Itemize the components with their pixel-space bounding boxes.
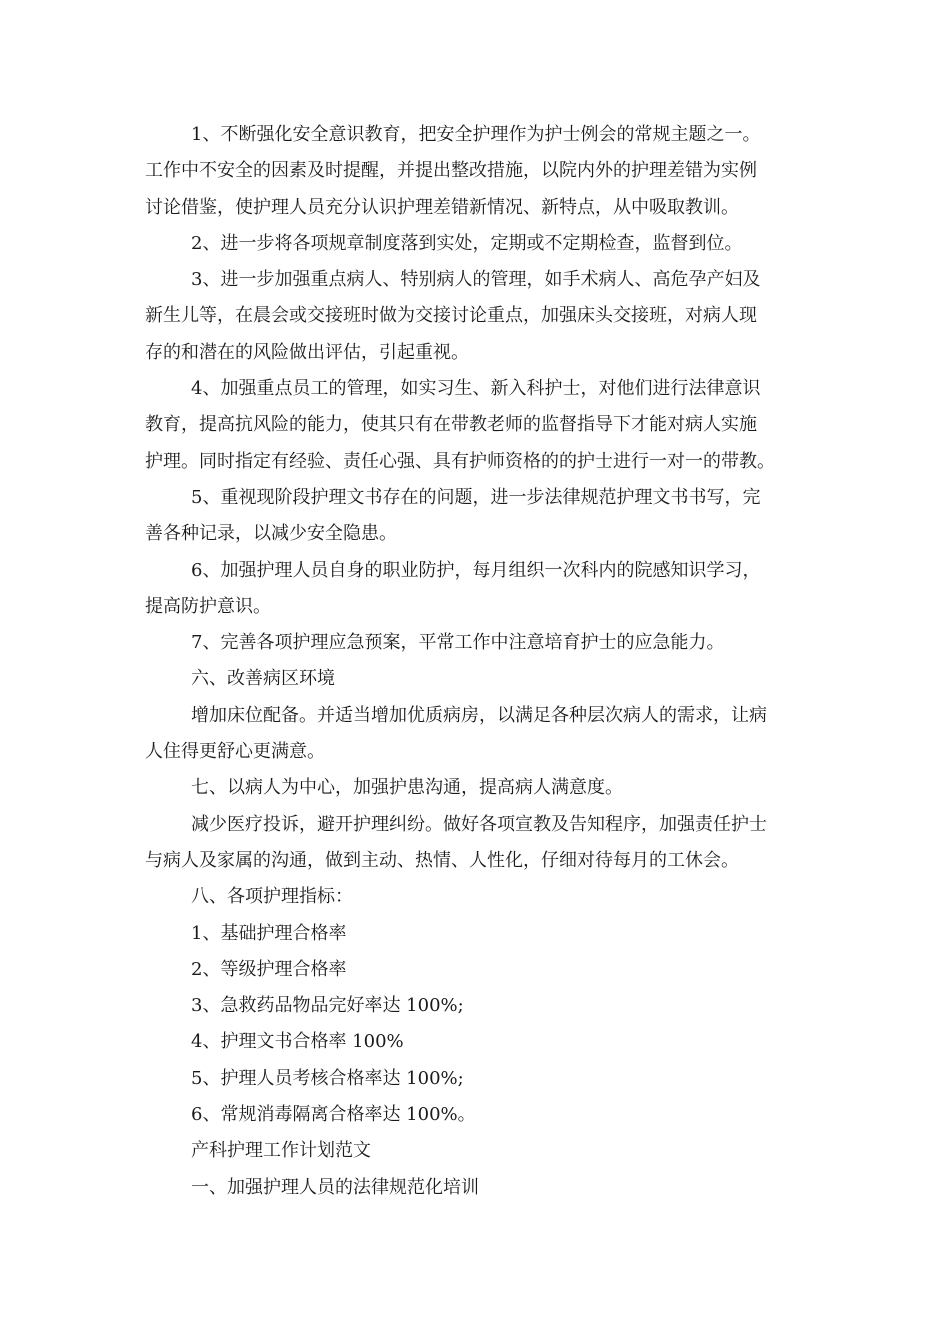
text-line: 3、进一步加强重点病人、特别病人的管理，如手术病人、高危孕产妇及 [191,269,761,291]
paragraph [145,480,805,553]
paragraph [145,1024,805,1060]
text-line: 八、各项护理指标： [191,886,353,908]
text-line: 存的和潜在的风险做出评估，引起重视。 [145,341,469,363]
text-line: 人住得更舒心更满意。 [145,741,325,763]
text-line: 6、常规消毒隔离合格率达 100%。 [191,1104,476,1126]
text-line: 善各种记录，以减少安全隐患。 [145,523,397,545]
text-line: 2、等级护理合格率 [191,958,347,980]
paragraph [145,807,805,880]
text-line: 与病人及家属的沟通，做到主动、热情、人性化，仔细对待每月的工休会。 [145,849,739,871]
paragraph [145,988,805,1024]
paragraph [145,1097,805,1133]
paragraph [145,262,805,371]
text-line: 七、以病人为中心，加强护患沟通，提高病人满意度。 [191,777,623,799]
text-line: 1、基础护理合格率 [191,922,347,944]
text-line: 4、护理文书合格率 100% [191,1031,404,1053]
paragraph [145,1061,805,1097]
text-line: 5、护理人员考核合格率达 100%; [191,1067,464,1089]
paragraph [145,916,805,952]
text-line: 一、加强护理人员的法律规范化培训 [191,1176,479,1198]
text-line: 教育，提高抗风险的能力，使其只有在带教老师的监督指导下才能对病人实施 [145,414,757,436]
paragraph [145,661,805,697]
text-line: 工作中不安全的因素及时提醒，并提出整改措施，以院内外的护理差错为实例 [145,160,757,182]
text-line: 7、完善各项护理应急预案，平常工作中注意培育护士的应急能力。 [191,632,725,654]
text-line: 3、急救药品物品完好率达 100%; [191,995,464,1017]
paragraph [145,226,805,262]
text-line: 6、加强护理人员自身的职业防护，每月组织一次科内的院感知识学习， [191,559,761,581]
text-line: 护理。同时指定有经验、责任心强、具有护师资格的的护士进行一对一的带教。 [145,450,775,472]
text-line: 产科护理工作计划范文 [191,1140,371,1162]
paragraph [145,1133,805,1169]
text-line: 新生儿等，在晨会或交接班时做为交接讨论重点，加强床头交接班，对病人现 [145,305,757,327]
paragraph [145,952,805,988]
paragraph [145,371,805,480]
text-line: 提高防护意识。 [145,595,271,617]
text-line: 增加床位配备。并适当增加优质病房，以满足各种层次病人的需求，让病 [191,704,767,726]
text-line: 1、不断强化安全意识教育，把安全护理作为护士例会的常规主题之一。 [191,124,761,145]
paragraph [145,698,805,771]
text-line: 讨论借鉴，使护理人员充分认识护理差错新情况、新特点，从中吸取教训。 [145,196,739,218]
text-line: 减少医疗投诉，避开护理纠纷。做好各项宣教及告知程序，加强责任护士 [191,813,767,835]
text-line: 4、加强重点员工的管理，如实习生、新入科护士，对他们进行法律意识 [191,378,761,400]
paragraph [145,1170,805,1206]
text-line: 2、进一步将各项规章制度落到实处，定期或不定期检查，监督到位。 [191,232,743,254]
paragraph [145,117,805,226]
document-body [145,117,805,1206]
text-line: 六、改善病区环境 [191,668,335,690]
paragraph [145,553,805,626]
text-line: 5、重视现阶段护理文书存在的问题，进一步法律规范护理文书书写，完 [191,486,761,508]
paragraph [145,879,805,915]
paragraph [145,770,805,806]
paragraph [145,625,805,661]
